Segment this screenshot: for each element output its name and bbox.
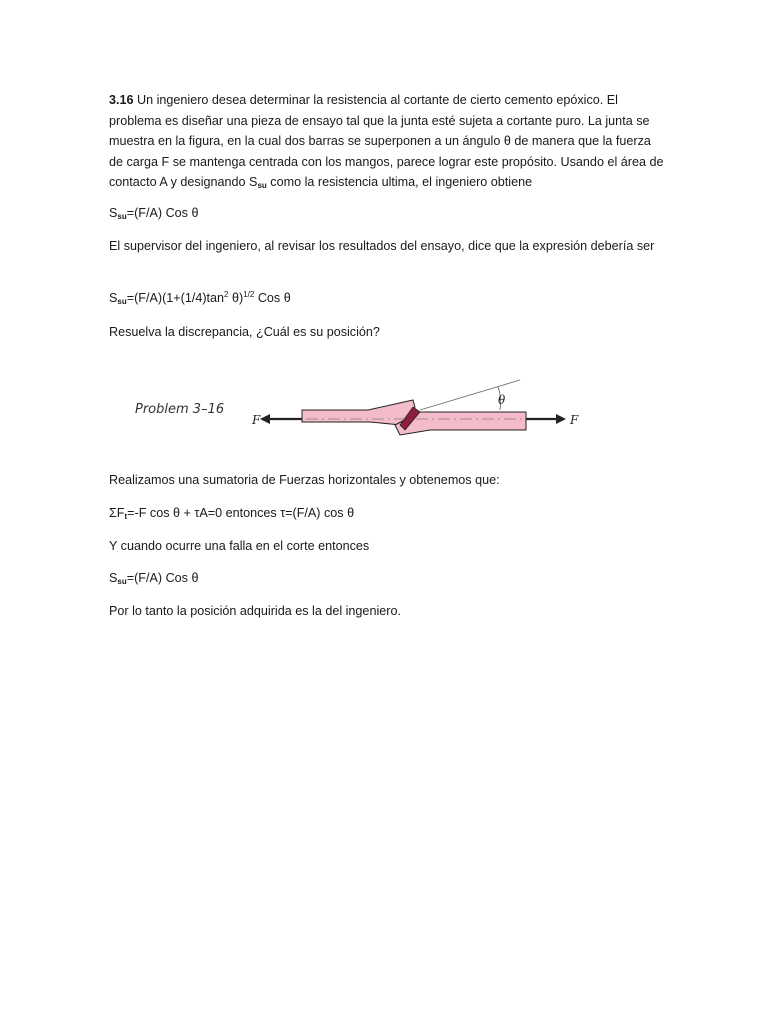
equation-supervisor: $S_{su}=(F/A)(1+(1/4)\tan^2$ θ)$^{1/2}$ Cos θ xyxy=(109,290,291,306)
solution-line1: Realizamos una sumatoria de Fuerzas horizontales y obtenemos que: xyxy=(109,473,500,487)
force-label-right: F xyxy=(570,413,579,427)
equation-engineer: $S_{su}=(F/A)$ Cos θ xyxy=(109,206,199,221)
left-bar xyxy=(302,400,415,425)
problem-statement xyxy=(109,90,665,193)
left-arrow-head xyxy=(260,414,270,424)
equation-result: $S_{su}=(F/A)$ Cos θ xyxy=(109,571,199,586)
solution-line2: Y cuando ocurre una falla en el corte entonces xyxy=(109,539,370,553)
figure-title: Problem 3–16 xyxy=(135,402,225,417)
right-arrow-head xyxy=(556,414,566,424)
angle-label: θ xyxy=(498,393,506,407)
force-label-left: F xyxy=(252,413,261,427)
problem-number: 3.16 xyxy=(109,93,134,107)
figure-problem-3-16 xyxy=(130,370,590,460)
equation-sum-forces: $\Sigma F_t=-F$ cos θ + τA=0 entonces τ=(F/A) cos θ xyxy=(109,506,355,521)
conclusion: Por lo tanto la posición adquirida es la del ingeniero. xyxy=(109,604,401,618)
problem-intro: 3.16 Un ingeniero desea determinar la resistencia al cortante de cierto cemento epóxico. El problema es diseñar una pieza de ensayo tal que la junta esté sujeta a cortante puro. La junta se muestra en la figura, en la cual dos barras se superponen a un ángulo θ de manera que la fuerza de carga F se mantenga centrada con los mangos, parece lograr este propósito. Usando el área de contacto A y designando $S_{su}$ como la resistencia ultima, el ingeniero obtiene xyxy=(109,93,664,190)
question: Resuelva la discrepancia, ¿Cuál es su posición? xyxy=(109,325,380,339)
supervisor-statement: El supervisor del ingeniero, al revisar los resultados del ensayo, dice que la expresión debería ser xyxy=(109,239,655,253)
